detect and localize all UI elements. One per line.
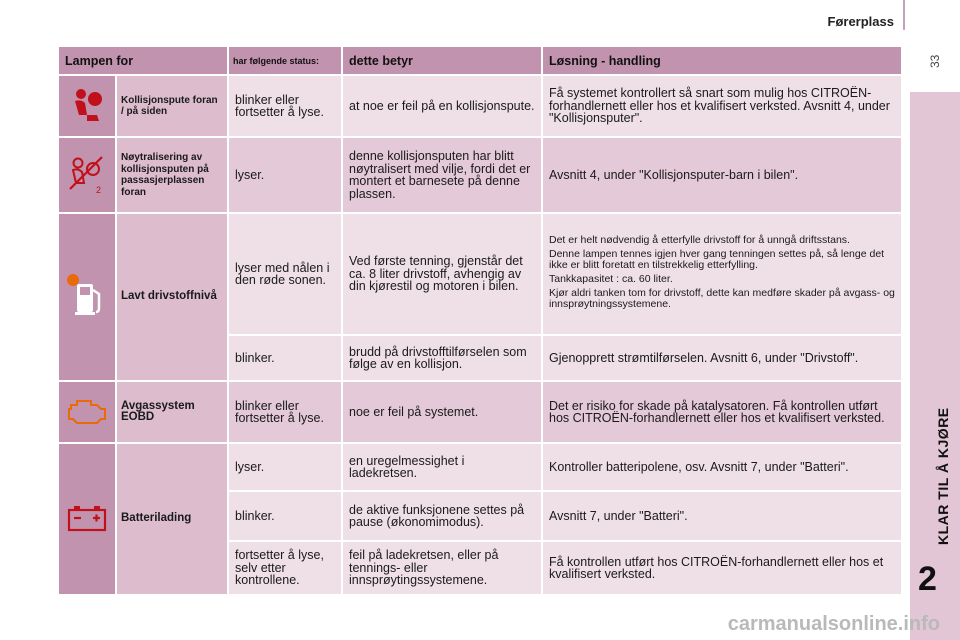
warning-lamp-table — [57, 45, 903, 596]
lamp-action: Avsnitt 4, under "Kollisjonsputer-barn i bilen". — [543, 138, 901, 212]
lamp-action: Få kontrollen utført hos CITROËN-forhandlernett eller hos et kvalifisert verksted. — [543, 542, 901, 594]
table-row — [59, 382, 901, 442]
table-row — [59, 76, 901, 136]
lamp-meaning: Ved første tenning, gjenstår det ca. 8 liter drivstoff, avhengig av din kjørestil og motoren i bilen. — [343, 214, 541, 334]
lamp-status: lyser. — [229, 138, 341, 212]
header-divider — [903, 0, 905, 30]
section-title: Førerplass — [827, 14, 894, 29]
lamp-status: blinker eller fortsetter å lyse. — [229, 76, 341, 136]
watermark: carmanualsonline.info — [727, 613, 940, 635]
lamp-status: lyser. — [229, 444, 341, 490]
lamp-name: Batterilading — [117, 444, 227, 594]
lamp-meaning: feil på ladekretsen, eller på tennings- eller innsprøytingssystemene. — [343, 542, 541, 594]
lamp-status: fortsetter å lyse, selv etter kontrollene. — [229, 542, 341, 594]
lamp-meaning: at noe er feil på en kollisjonspute. — [343, 76, 541, 136]
action-line: Denne lampen tennes igjen hver gang tenningen settes på, så lenge det ikke er blitt foretatt en tilstrekkelig etterfylling. — [549, 248, 885, 271]
lamp-action: Avsnitt 7, under "Batteri". — [543, 492, 901, 540]
passenger-airbag-lamp-cell — [59, 138, 115, 212]
lamp-status: blinker eller fortsetter å lyse. — [229, 382, 341, 442]
fuel-pump-icon — [65, 272, 109, 320]
header-action: Løsning - handling — [543, 47, 901, 74]
chapter-number: 2 — [918, 560, 937, 598]
lamp-action: Få systemet kontrollert så snart som mulig hos CITROËN-forhandlernett eller hos et kvalifisert verksted. Avsnitt 4, under "Kollisjonsputer". — [543, 76, 901, 136]
fuel-lamp-cell — [59, 214, 115, 380]
battery-icon — [66, 504, 108, 532]
lamp-meaning: de aktive funksjonene settes på pause (økonomimodus). — [343, 492, 541, 540]
lamp-status: blinker. — [229, 492, 341, 540]
lamp-name: Lavt drivstoffnivå — [117, 214, 227, 380]
battery-lamp-cell — [59, 444, 115, 594]
lamp-name: Kollisjonspute foran / på siden — [117, 76, 227, 136]
page-number: 33 — [928, 54, 942, 68]
table-row — [59, 214, 901, 334]
lamp-status: lyser med nålen i den røde sonen. — [229, 214, 341, 334]
table-header-row — [59, 47, 901, 74]
engine-check-icon — [65, 395, 109, 427]
lamp-action — [543, 214, 901, 334]
svg-text:2: 2 — [96, 184, 102, 195]
header-meaning: dette betyr — [343, 47, 541, 74]
header-lamp: Lampen for — [59, 47, 227, 74]
lamp-name: Nøytralisering av kollisjonsputen på passasjerplassen foran — [117, 138, 227, 212]
lamp-action: Gjenopprett strømtilførselen. Avsnitt 6, under "Drivstoff". — [543, 336, 901, 380]
lamp-meaning: brudd på drivstofftilførselen som følge av en kollisjon. — [343, 336, 541, 380]
action-line: Tankkapasitet : ca. 60 liter. — [549, 273, 673, 285]
table-row — [59, 444, 901, 490]
passenger-airbag-off-icon — [66, 153, 108, 195]
airbag-lamp-cell — [59, 76, 115, 136]
header-status: har følgende status: — [229, 47, 341, 74]
lamp-meaning: denne kollisjonsputen har blitt nøytralisert med vilje, fordi det er montert et barnesete på denne plassen. — [343, 138, 541, 212]
lamp-meaning: noe er feil på systemet. — [343, 382, 541, 442]
chapter-side-tab-label: KLAR TIL Å KJØRE — [935, 407, 951, 545]
chapter-side-tab — [910, 92, 960, 640]
lamp-action: Kontroller batteripolene, osv. Avsnitt 7, under "Batteri". — [543, 444, 901, 490]
engine-lamp-cell — [59, 382, 115, 442]
lamp-status: blinker. — [229, 336, 341, 380]
lamp-action: Det er risiko for skade på katalysatoren. Få kontrollen utført hos CITROËN-forhandlernett eller hos et kvalifisert verksted. — [543, 382, 901, 442]
table-row — [59, 138, 901, 212]
lamp-meaning: en uregelmessighet i ladekretsen. — [343, 444, 541, 490]
airbag-warning-icon — [67, 85, 107, 125]
action-line: Det er helt nødvendig å etterfylle drivstoff for å unngå driftsstans. — [549, 234, 850, 246]
lamp-name: Avgassystem EOBD — [117, 382, 227, 442]
action-line: Kjør aldri tanken tom for drivstoff, dette kan medføre skader på avgass- og innsprøytningssystemene. — [549, 287, 895, 310]
